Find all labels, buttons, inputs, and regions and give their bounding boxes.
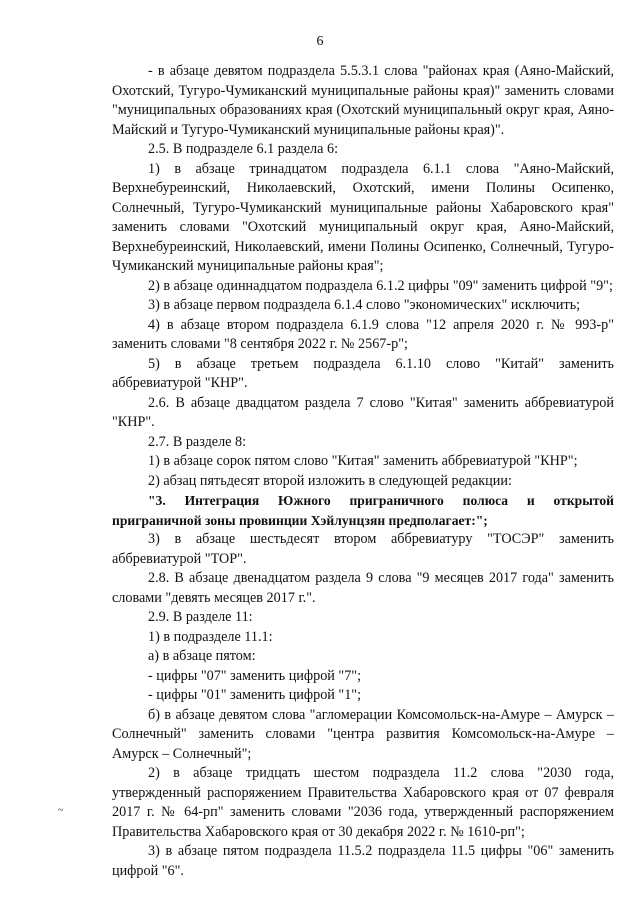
paragraph-6: 4) в абзаце втором подраздела 6.1.9 слова "12 апреля 2020 г. № 993-р" заменить словами "8 сентября 2022 г. № 2567-р"; xyxy=(112,316,614,352)
paragraph-19: - цифры "01" заменить цифрой "1"; xyxy=(148,687,362,703)
paragraph-5: 3) в абзаце первом подраздела 6.1.4 слово "экономических" исключить; xyxy=(148,297,581,313)
paragraph-15: 2.9. В разделе 11: xyxy=(148,609,253,625)
page-number: 6 xyxy=(316,34,324,49)
paragraph-9: 2.7. В разделе 8: xyxy=(148,433,247,450)
document-body xyxy=(112,62,614,881)
paragraph-1: - в абзаце девятом подраздела 5.5.3.1 слова "районах края (Аяно-Майский, Охотский, Тугуро-Чумиканский муниципальные районы края)" заменить словами "муниципальных образованиях края (Охотский муниципальный округ края, Аяно-Майский и Тугуро-Чумиканский муниципальные районы края)". xyxy=(112,63,614,138)
paragraph-11: 2) абзац пятьдесят второй изложить в следующей редакции: xyxy=(148,472,512,489)
paragraph-10: 1) в абзаце сорок пятом слово "Китая" заменить аббревиатурой "КНР"; xyxy=(148,453,578,469)
paragraph-22: 3) в абзаце пятом подраздела 11.5.2 подраздела 11.5 цифры "06" заменить цифрой "6". xyxy=(112,843,614,879)
paragraph-21: 2) в абзаце тридцать шестом подраздела 11.2 слова "2030 года, утвержденный распоряжением Правительства Хабаровского края от 07 февраля 2017 г. № 64-рп" заменить словами "2036 года, утвержденный распоряжением Правительства Хабаровского края от 30 декабря 2022 г. № 1610-рп"; xyxy=(112,765,614,840)
paragraph-8: 2.6. В абзаце двадцатом раздела 7 слово "Китая" заменить аббревиатурой "КНР". xyxy=(112,394,614,430)
paragraph-7: 5) в абзаце третьем подраздела 6.1.10 слово "Китай" заменить аббревиатурой "КНР". xyxy=(112,355,614,391)
paragraph-17: а) в абзаце пятом: xyxy=(148,648,256,664)
paragraph-18: - цифры "07" заменить цифрой "7"; xyxy=(148,667,362,684)
margin-mark: ~ xyxy=(58,805,64,816)
paragraph-4: 2) в абзаце одиннадцатом подраздела 6.1.2 цифры "09" заменить цифрой "9"; xyxy=(148,277,613,294)
paragraph-14: 2.8. В абзаце двенадцатом раздела 9 слова "9 месяцев 2017 года" заменить словами "девять месяцев 2017 г.". xyxy=(112,570,614,606)
paragraph-12: "3. Интеграция Южного приграничного полюса и открытой приграничной зоны провинции Хэйлунцзян предполагает:"; xyxy=(112,493,614,528)
paragraph-2: 2.5. В подразделе 6.1 раздела 6: xyxy=(148,141,339,157)
paragraph-13: 3) в абзаце шестьдесят втором аббревиатуру "ТОСЭР" заменить аббревиатурой "ТОР". xyxy=(112,531,614,567)
paragraph-16: 1) в подразделе 11.1: xyxy=(148,628,273,645)
paragraph-20: б) в абзаце девятом слова "агломерации Комсомольск-на-Амуре – Амурск – Солнечный" заменить словами "центра развития Комсомольск-на-Амуре – Амурск – Солнечный"; xyxy=(112,706,614,762)
paragraph-3: 1) в абзаце тринадцатом подраздела 6.1.1 слова "Аяно-Майский, Верхнебуреинский, Николаевский, Охотский, имени Полины Осипенко, Солнечный, Тугуро-Чумиканский муниципальные районы Хабаровского края" заменить словами "Охотский муниципальный округ края, Аяно-Майский, Верхнебуреинский, Николаевский, имени Полины Осипенко, Солнечный, Тугуро-Чумиканский муниципальные районы края"; xyxy=(112,160,614,274)
